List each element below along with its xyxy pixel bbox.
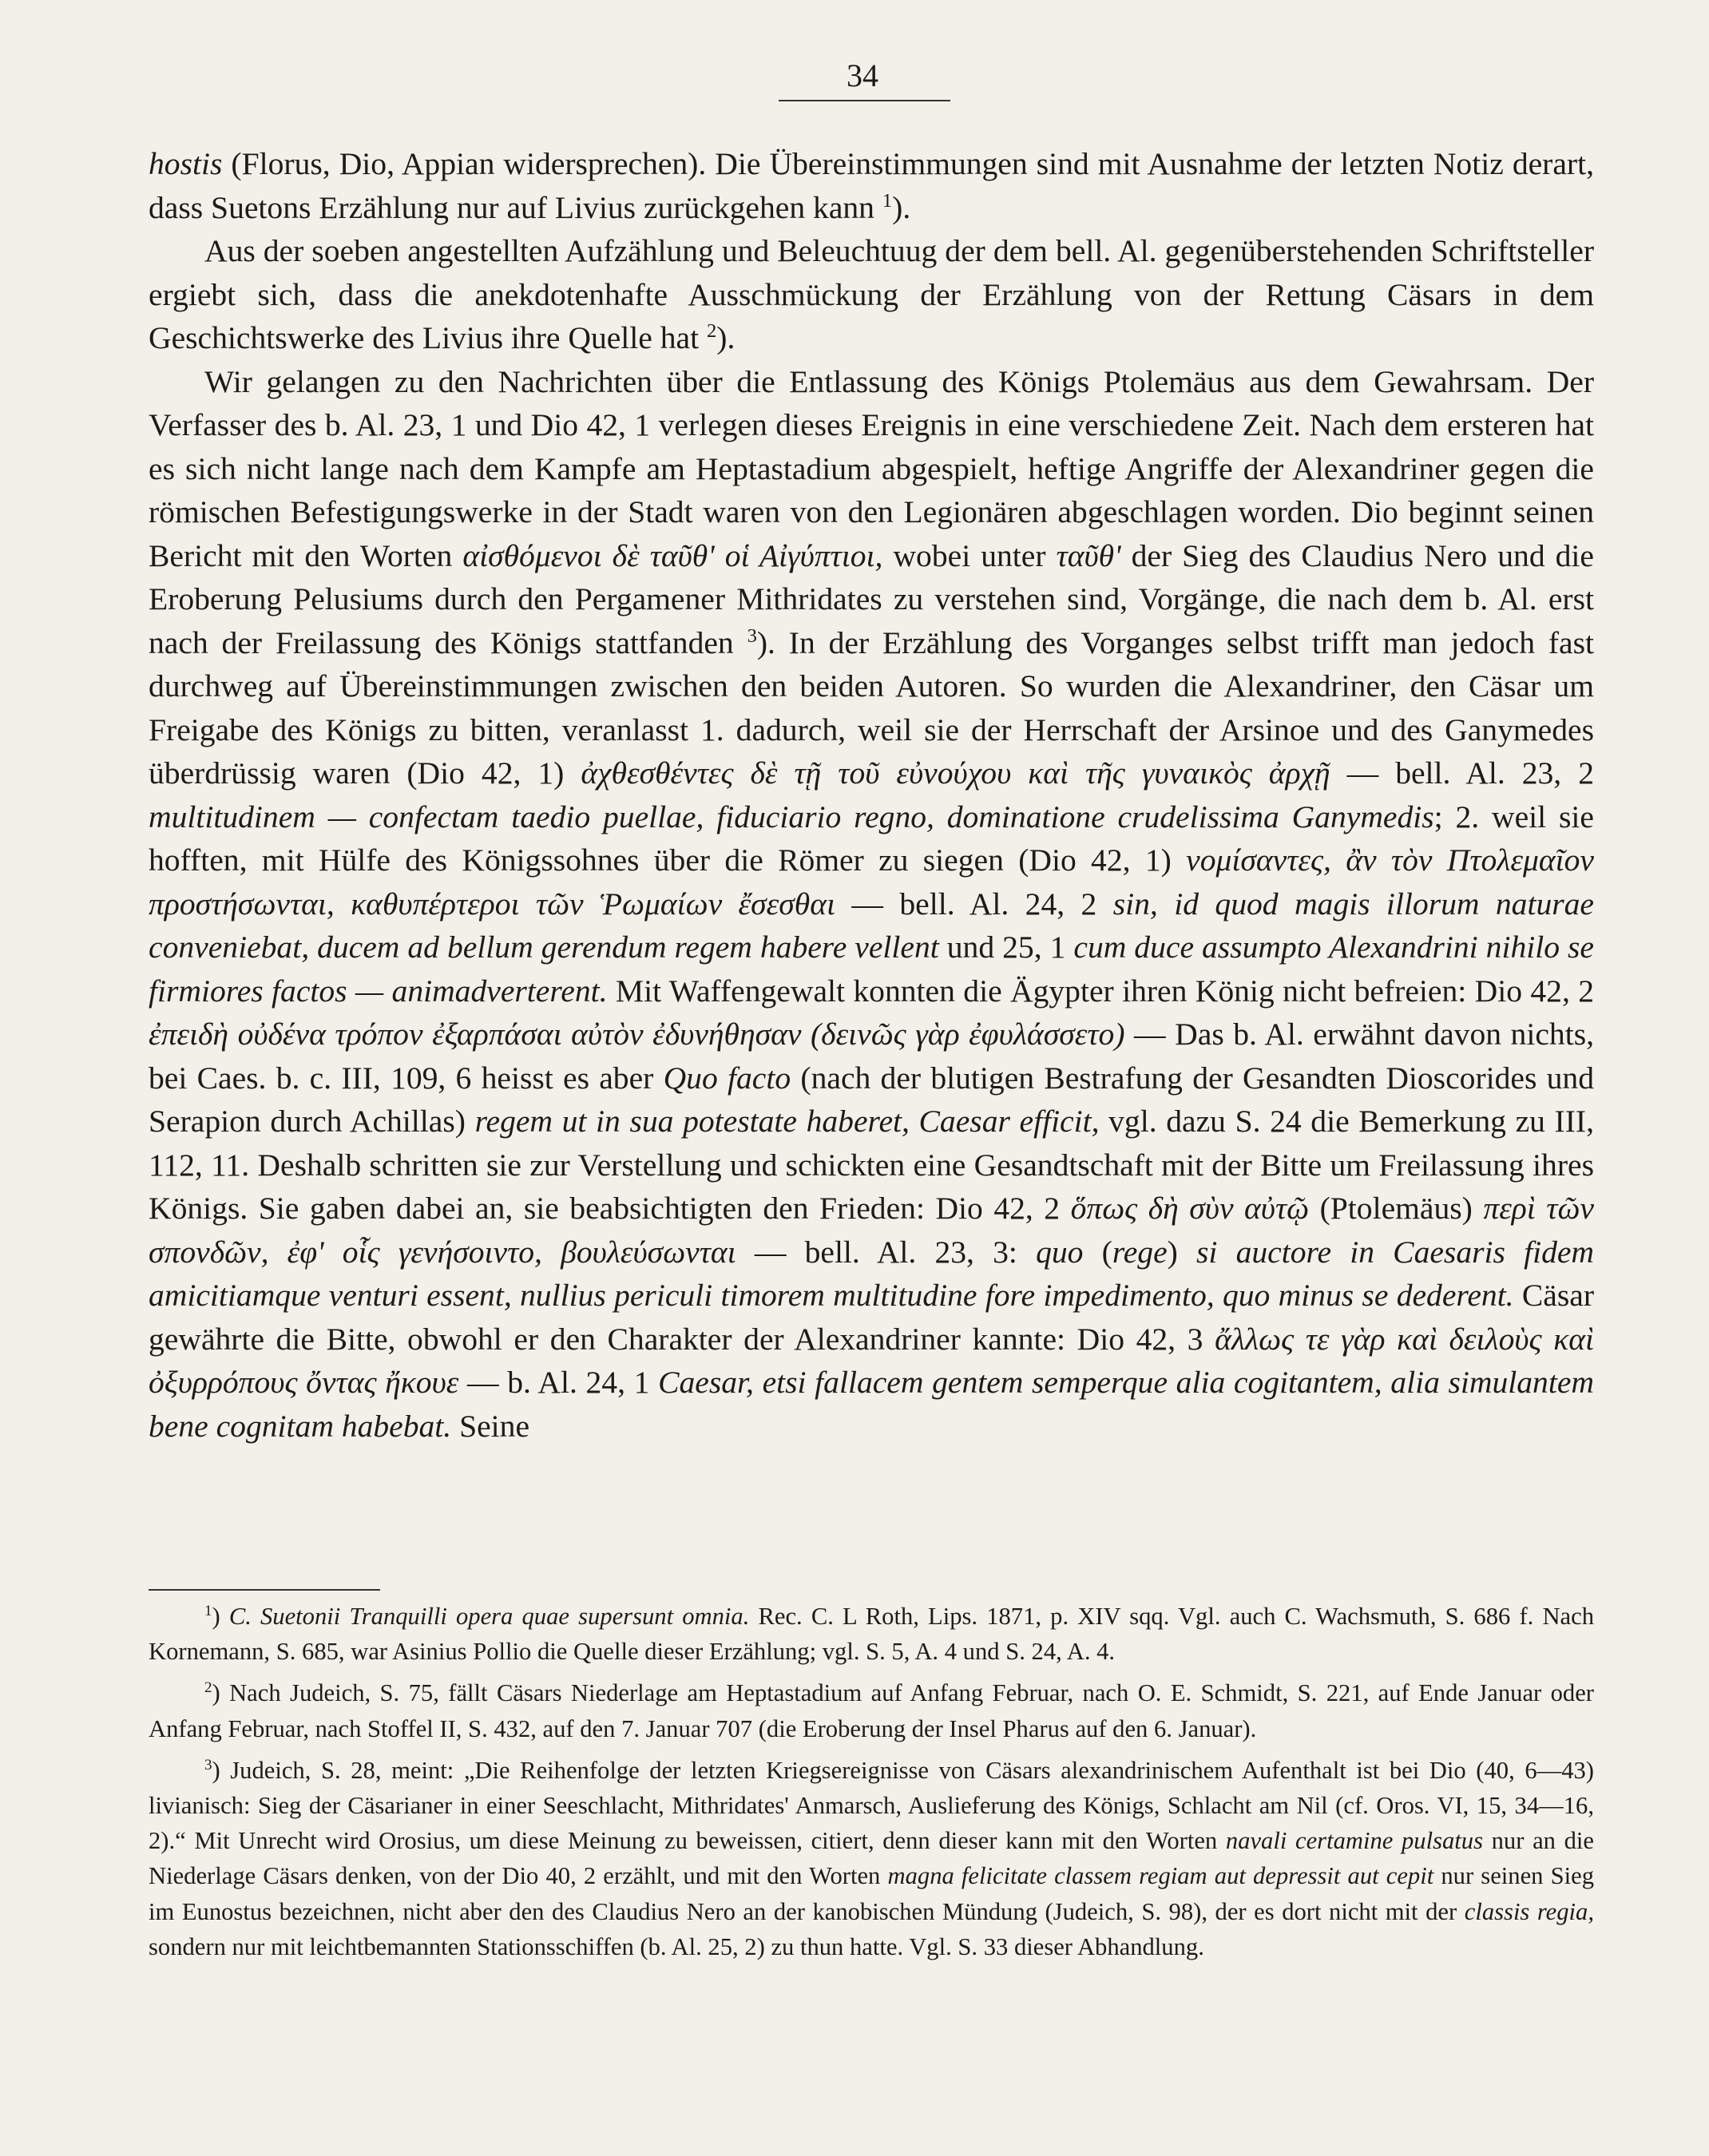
italic-quote: multitudinem — confectam taedio puellae, fiduciario regno, dominatione crudelissima Ganymedis — [149, 799, 1434, 834]
footnote-marker: 1 — [204, 1602, 212, 1619]
text-run: ). In der Erzählung des Vorganges selbst trifft man jedoch fast durchweg auf Übereinstimmungen zwischen den beiden Autoren. So wurden die Alexandriner, den Cäsar um Freigabe des Königs zu bitten, veranlasst 1. dadurch, weil sie der Herrschaft der Arsinoe und des Ganymedes überdrüssig waren (Dio 42, 1) — [149, 624, 1594, 791]
text-run: — Das b. Al. erwähnt davon nichts, bei Caes. b. c. III, 109, 6 heisst es aber — [149, 1017, 1594, 1096]
italic-quote: regem ut in sua potestate haberet, Caesar efficit, — [474, 1104, 1100, 1139]
italic-quote: αἰσθόμενοι δὲ ταῦθ' οἱ Αἰγύπτιοι, — [462, 537, 883, 573]
text-run: (Ptolemäus) — [1309, 1191, 1484, 1226]
italic-quote: ἐπειδὴ οὐδένα τρόπον ἐξαρπάσαι αὐτὸν ἐδυνήθησαν (δεινῶς γὰρ ἐφυλάσσετο) — [149, 1017, 1125, 1052]
text-run: nur seinen Sieg im Eunostus bezeichnen, nicht aber den des Claudius Nero an der kanobischen Mündung (Judeich, S. 98), der es dort nicht mit der — [149, 1862, 1594, 1925]
footnote-marker: 2 — [707, 319, 717, 342]
main-text — [149, 142, 1594, 1448]
italic-quote: si auctore in Caesaris fidem amicitiamque venturi essent, nullius periculi timorem multitudine fore impedimento, quo minus se dederent. — [149, 1234, 1595, 1313]
text-run: ) Nach Judeich, S. 75, fällt Cäsars Niederlage am Heptastadium auf Anfang Februar, nach O. E. Schmidt, S. 221, auf Ende Januar oder Anfang Februar, nach Stoffel II, S. 432, auf den 7. Januar 707 (die Eroberung der Insel Pharus auf den 6. Januar). — [149, 1679, 1594, 1742]
text-run: sondern nur mit leichtbemannten Stationsschiffen (b. Al. 25, 2) zu thun hatte. Vgl. S. 33 dieser Abhandlung. — [149, 1932, 1204, 1960]
text-run: (nach der blutigen Bestrafung der Gesandten Dioscorides und Serapion durch Achillas) — [149, 1060, 1594, 1139]
italic-quote: ταῦθ' — [1056, 537, 1121, 573]
text-run: — b. Al. 24, 1 — [458, 1365, 659, 1400]
italic-quote: navali certamine pulsatus — [1225, 1827, 1483, 1855]
italic-quote: cum duce assumpto Alexandrini nihilo se firmiores factos — animadverterent. — [149, 929, 1594, 1009]
paragraph — [149, 229, 1594, 360]
italic-quote: sin, id quod magis illorum naturae conveniebat, ducem ad bellum gerendum regem habere vellent — [149, 886, 1594, 965]
footnote — [149, 1753, 1594, 1964]
text-run: ; 2. weil sie hofften, mit Hülfe des Königssohnes über die Römer zu siegen (Dio 42, 1) — [149, 799, 1594, 878]
text-run: (Florus, Dio, Appian widersprechen). Die Übereinstimmungen sind mit Ausnahme der letzten Notiz derart, dass Suetons Erzählung nur auf Livius zurückgehen kann — [149, 146, 1594, 225]
text-run: ( — [1083, 1234, 1112, 1270]
footnote-marker: 1 — [882, 189, 893, 212]
footnote — [149, 1675, 1594, 1746]
text-run: ) — [1167, 1234, 1197, 1270]
text-run: ) Judeich, S. 28, meint: „Die Reihenfolge der letzten Kriegsereignisse von Cäsars alexandrinischem Aufenthalt ist bei Dio (40, 6—43) livianisch: Sieg der Cäsarianer in einer Seeschlacht, Mithridates' Anmarsch, Auslieferung des Königs, Schlacht am Nil (cf. Oros. VI, 15, 34—16, 2).“ Mit Unrecht wird Orosius, um diese Meinung zu beweissen, citiert, denn dieser kann mit den Worten — [149, 1756, 1594, 1855]
text-run: — bell. Al. 23, 3: — [736, 1234, 1037, 1270]
italic-quote: classis regia, — [1464, 1897, 1594, 1925]
text-run: — bell. Al. 23, 2 — [1330, 755, 1594, 791]
text-run: wobei unter — [882, 537, 1057, 573]
text-run: ). — [892, 189, 911, 225]
footnote-marker: 3 — [747, 624, 757, 647]
italic-quote: ἀχθεσθέντες δὲ τῇ τοῦ εὐνούχου καὶ τῆς γυναικὸς ἀρχῇ — [581, 755, 1330, 791]
paragraph — [149, 360, 1594, 1449]
italic-quote: magna felicitate classem regiam aut depressit aut cepit — [887, 1862, 1434, 1890]
header-rule — [779, 100, 950, 101]
italic-quote: περὶ τῶν σπονδῶν, ἐφ' οἷς γενήσοιντο, βουλεύσωνται — [149, 1191, 1594, 1270]
paragraph — [149, 142, 1594, 229]
italic-quote: Quo facto — [663, 1060, 791, 1096]
footnotes — [149, 1599, 1594, 1971]
text-run: und 25, 1 — [938, 929, 1074, 965]
text-run: Cäsar gewährte die Bitte, obwohl er den Charakter der Alexandriner kannte: Dio 42, 3 — [149, 1278, 1594, 1357]
text-run: Mit Waffengewalt konnten die Ägypter ihren König nicht befreien: Dio 42, 2 — [607, 973, 1594, 1009]
text-run: nur an die Niederlage Cäsars denken, von der Dio 40, 2 erzählt, und mit den Worten — [149, 1827, 1594, 1890]
footnote-separator — [149, 1589, 380, 1591]
italic-quote: quo — [1036, 1234, 1084, 1270]
italic-quote: hostis — [149, 146, 223, 181]
italic-quote: rege — [1112, 1234, 1168, 1270]
text-run: Rec. C. L Roth, Lips. 1871, p. XIV sqq. Vgl. auch C. Wachsmuth, S. 686 f. Nach Kornemann, S. 685, war Asinius Pollio die Quelle dieser Erzählung; vgl. S. 5, A. 4 und S. 24, A. 4. — [149, 1603, 1594, 1666]
italic-quote: ὅπως δὴ σὺν αὐτῷ — [1070, 1191, 1310, 1226]
text-run: ). — [716, 320, 736, 355]
text-run: der Sieg des Claudius Nero und die Eroberung Pelusiums durch den Pergamener Mithridates zu verstehen sind, Vorgänge, die nach dem b. Al. erst nach der Freilassung des Königs stattfanden — [149, 537, 1594, 660]
text-run: Aus der soeben angestellten Aufzählung und Beleuchtuug der dem bell. Al. gegenüberstehenden Schriftsteller ergiebt sich, dass die anekdotenhafte Ausschmückung der Erzählung von der Rettung Cäsars in dem Geschichtswerke des Livius ihre Quelle hat — [149, 233, 1594, 355]
text-run: ) — [212, 1603, 229, 1630]
italic-quote: Caesar, etsi fallacem gentem semperque alia cogitantem, alia simulantem bene cognitam habebat. — [149, 1365, 1594, 1444]
text-run: — bell. Al. 24, 2 — [835, 886, 1113, 921]
text-run: vgl. dazu S. 24 die Bemerkung zu III, 112, 11. Deshalb schritten sie zur Verstellung und schickten eine Gesandtschaft mit der Bitte um Freilassung ihres Königs. Sie gaben dabei an, sie beabsichtigten den Frieden: Dio 42, 2 — [149, 1104, 1594, 1226]
footnote-marker: 2 — [204, 1679, 212, 1697]
footnote — [149, 1599, 1594, 1669]
page-number: 34 — [847, 57, 878, 93]
italic-quote: νομίσαντες, ἂν τὸν Πτολεμαῖον προστήσωνται, καθυπέρτεροι τῶν Ῥωμαίων ἔσεσθαι — [149, 842, 1595, 921]
text-run: Wir gelangen zu den Nachrichten über die Entlassung des Königs Ptolemäus aus dem Gewahrsam. Der Verfasser des b. Al. 23, 1 und Dio 42, 1 verlegen dieses Ereignis in eine verschiedene Zeit. Nach dem ersteren hat es sich nicht lange nach dem Kampfe am Heptastadium abgespielt, heftige Angriffe der Alexandriner gegen die römischen Befestigungswerke in der Stadt waren von den Legionären abgeschlagen worden. Dio beginnt seinen Bericht mit den Worten — [149, 363, 1594, 573]
italic-quote: ἄλλως τε γὰρ καὶ δειλοὺς καὶ ὀξυρρόπους ὄντας ἤκουε — [149, 1321, 1594, 1400]
footnote-marker: 3 — [204, 1756, 212, 1774]
italic-quote: C. Suetonii Tranquilli opera quae supersunt omnia. — [228, 1603, 750, 1630]
text-run: Seine — [451, 1408, 530, 1444]
